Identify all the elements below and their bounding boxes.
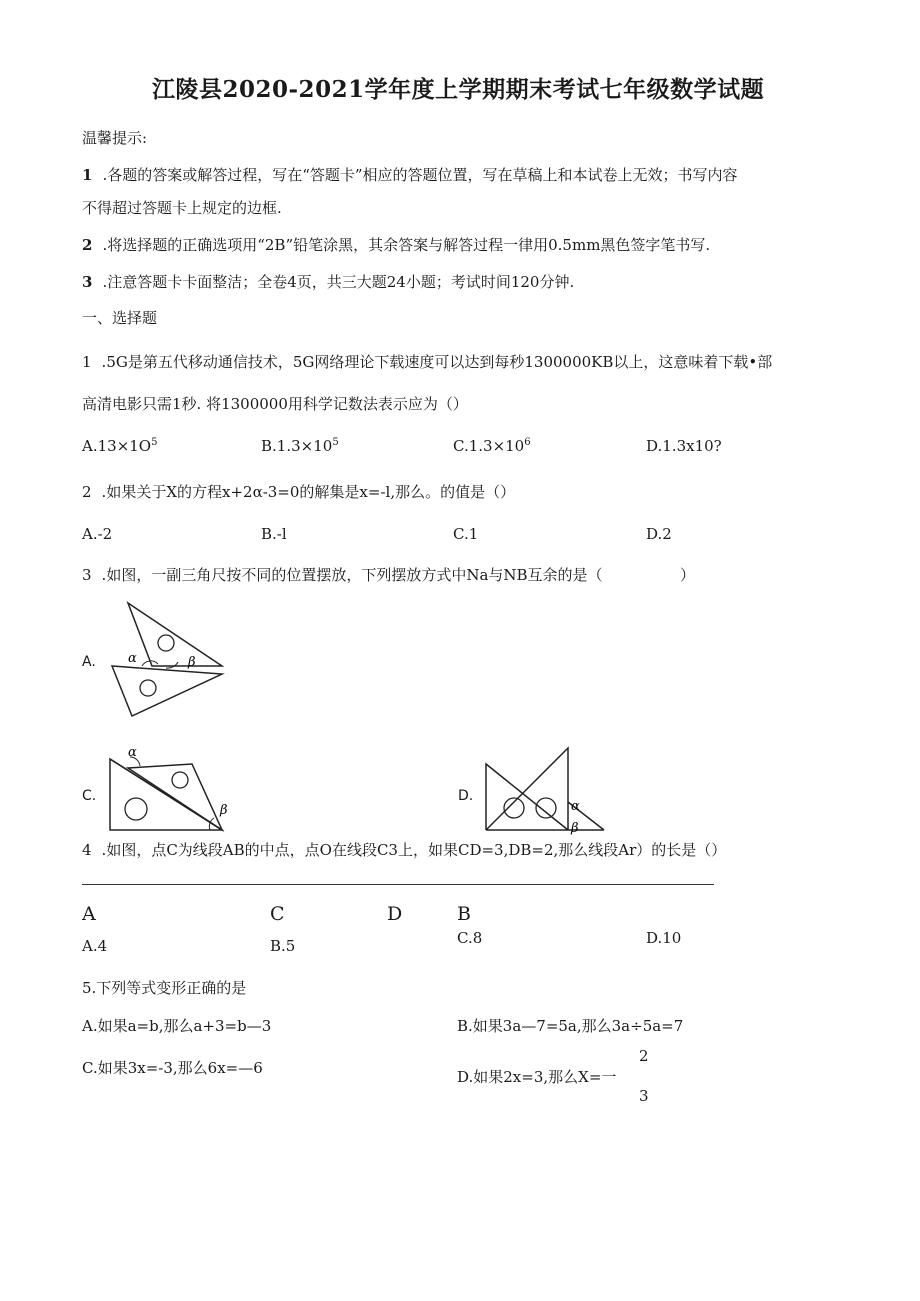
figure-c-alpha: α [128, 745, 137, 760]
page-title: 江陵县2020-2021学年度上学期期末考试七年级数学试题 [152, 76, 765, 103]
figure-d-label: D. [458, 788, 474, 804]
q5-option-a: A.如果a=b,那么a+3=b—3 [82, 1017, 272, 1035]
q1-option-b-exp: 5 [332, 437, 339, 448]
question-1 [82, 352, 772, 372]
question-4 [82, 840, 726, 860]
tips-heading: 温馨提示: [82, 129, 148, 147]
question-4-text: .如图，点C为线段AB的中点，点O在线段C3上，如果CD=3,DB=2,那么线段Ar）的长是（） [101, 841, 727, 859]
figure-a-triangles [100, 598, 240, 723]
figure-c-label: C. [82, 788, 97, 804]
figure-a-lower-hole [140, 680, 156, 696]
q1-option-c-exp: 6 [524, 437, 531, 448]
q5-option-c: C.如果3x=-3,那么6x=—6 [82, 1059, 263, 1077]
figure-d-triangles [480, 742, 610, 837]
figure-a-beta-arc [166, 662, 178, 668]
figure-c-small-hole [172, 772, 188, 788]
figure-c-triangles [100, 742, 240, 837]
tip-3-number: 3 [82, 273, 93, 291]
question-2-text: .如果关于X的方程x+2α-3=0的解集是x=-l,那么。的值是（） [101, 483, 516, 501]
q5-option-d-numerator: 2 [639, 1047, 649, 1065]
q1-option-a-text: A.13×1O [82, 437, 152, 455]
question-1-text: .5G是第五代移动通信技术，5G网络理论下载速度可以达到每秒1300000KB以上，这意味着下载•部 [101, 353, 773, 371]
question-1-text-continued: 高清电影只需1秒. 将1300000用科学记数法表示应为（） [82, 395, 468, 413]
point-c-label: C [270, 903, 285, 925]
tip-1-number: 1 [82, 166, 93, 184]
section-heading-choice: 一、选择题 [82, 309, 158, 327]
tip-2-number: 2 [82, 236, 93, 254]
figure-a-lower-triangle [112, 666, 222, 716]
question-3-close-paren: ） [680, 566, 696, 584]
question-2 [82, 482, 515, 502]
tip-1-text: .各题的答案或解答过程，写在“答题卡”相应的答题位置，写在草稿上和本试卷上无效；书写内容 [102, 166, 738, 184]
point-b-label: B [457, 903, 471, 925]
question-3-number: 3 [82, 566, 92, 584]
figure-a-label: A. [82, 654, 96, 670]
figure-d-beta: β [571, 821, 579, 836]
question-3 [82, 565, 603, 585]
tip-2-text: .将选择题的正确选项用“2B”铅笔涂黑，其余答案与解答过程一律用0.5mm黑色签字笔书写. [102, 236, 711, 254]
q2-option-a: A.-2 [82, 525, 113, 543]
tip-1 [82, 165, 738, 185]
question-1-number: 1 [82, 353, 92, 371]
q4-option-c: C.8 [457, 929, 483, 947]
q5-option-b: B.如果3a—7=5a,那么3a÷5a=7 [457, 1017, 684, 1035]
q4-option-a: A.4 [82, 937, 108, 955]
q1-option-b-text: B.1.3×10 [261, 437, 333, 455]
q5-option-d: D.如果2x=3,那么X=一 [457, 1068, 617, 1086]
figure-a-beta: β [188, 655, 196, 670]
q1-option-a [82, 436, 157, 456]
q1-option-c [453, 436, 531, 456]
question-2-number: 2 [82, 483, 92, 501]
q1-option-c-text: C.1.3×10 [453, 437, 525, 455]
figure-c-large-hole [125, 798, 147, 820]
point-a-label: A [82, 903, 96, 925]
question-4-number: 4 [82, 841, 92, 859]
tip-1-continued: 不得超过答题卡上规定的边框. [82, 199, 282, 217]
q2-option-d: D.2 [646, 525, 672, 543]
q2-option-c: C.1 [453, 525, 479, 543]
q5-option-d-denominator: 3 [639, 1087, 649, 1105]
q4-option-d: D.10 [646, 929, 682, 947]
figure-d-right-triangle [486, 748, 568, 830]
tip-3 [82, 272, 574, 292]
figure-a-alpha: α [128, 651, 137, 666]
tip-2 [82, 235, 710, 255]
question-3-text: .如图，一副三角尺按不同的位置摆放，下列摆放方式中Na与NB互余的是（ [101, 566, 603, 584]
figure-d-left-triangle [486, 764, 568, 830]
figure-c-beta: β [220, 803, 228, 818]
figure-a-upper-hole [158, 635, 174, 651]
figure-d-alpha: α [571, 799, 580, 814]
point-d-label: D [387, 903, 403, 925]
segment-ab-line [82, 884, 714, 885]
q1-option-b [261, 436, 339, 456]
q1-option-a-exp: 5 [151, 437, 158, 448]
q1-option-d: D.1.3x10? [646, 437, 722, 455]
q4-option-b: B.5 [270, 937, 296, 955]
question-5-text: 5.下列等式变形正确的是 [82, 979, 247, 997]
figure-a-upper-triangle [128, 603, 222, 666]
q2-option-b: B.-l [261, 525, 287, 543]
figure-d-right-hole [536, 798, 556, 818]
tip-3-text: .注意答题卡卡面整洁；全卷4页，共三大题24小题；考试时间120分钟. [102, 273, 575, 291]
